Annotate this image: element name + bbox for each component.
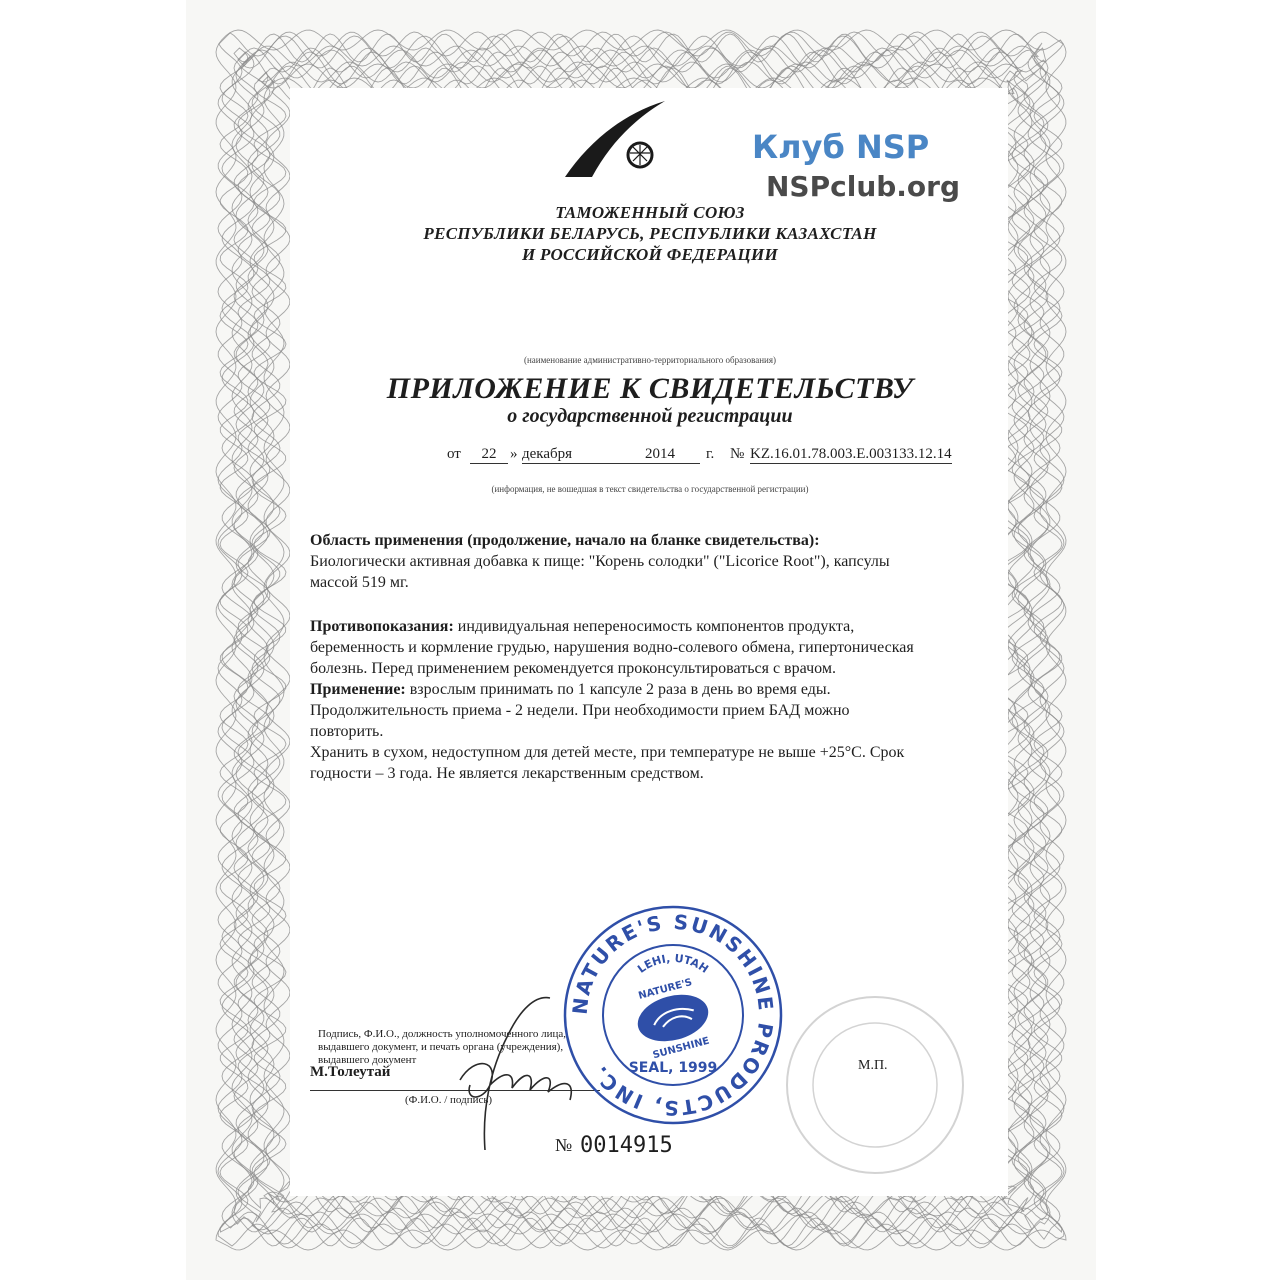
signature-line-caption: (Ф.И.О. / подпись) <box>405 1094 493 1106</box>
signature-caption-3: выдавшего документ <box>318 1054 417 1066</box>
union-line-3: И РОССИЙСКОЙ ФЕДЕРАЦИИ <box>521 245 779 264</box>
usage-label: Применение: <box>310 681 406 698</box>
registration-number-sign: № <box>730 446 745 462</box>
date-day: 22 <box>470 446 508 464</box>
scope-text-2: массой 519 мг. <box>310 574 409 591</box>
document-subtitle: о государственной регистрации <box>507 405 793 427</box>
date-year-suffix: г. <box>706 446 715 462</box>
scope-text-1: Биологически активная добавка к пище: "Корень солодки" ("Licorice Root"), капсулы <box>310 553 890 570</box>
stamp-place-mp: М.П. <box>858 1058 888 1073</box>
watermark-title: Клуб NSP <box>752 128 930 166</box>
usage-text-1: взрослым принимать по 1 капсуле 2 раза в день во время еды. <box>405 681 831 698</box>
union-line-1: ТАМОЖЕННЫЙ СОЮЗ <box>555 203 745 222</box>
svg-text:LEHI, UTAH <box>635 952 711 976</box>
date-month: декабря <box>522 446 620 464</box>
date-quote: » <box>510 446 518 462</box>
usage-text-3: повторить. <box>310 723 384 740</box>
form-number-sign: № <box>555 1135 573 1155</box>
info-caption: (информация, не вошедшая в текст свидетельства о государственной регистрации) <box>491 484 809 494</box>
contraindications-label: Противопоказания: <box>310 618 454 635</box>
company-seal <box>558 900 788 1130</box>
storage-text-1: Хранить в сухом, недоступном для детей месте, при температуре не выше +25°С. Срок <box>310 744 905 761</box>
date-from: от <box>447 446 461 462</box>
seal-year-text: SEAL, 1999 <box>628 1060 718 1076</box>
seal-logo-top: NATURE'S <box>637 977 694 1002</box>
document-title: ПРИЛОЖЕНИЕ К СВИДЕТЕЛЬСТВУ <box>386 372 914 405</box>
admin-caption: (наименование административно-территориального образования) <box>523 355 776 365</box>
signatory-name: М.Толеутай <box>310 1064 391 1080</box>
date-year: 2014 <box>620 446 700 464</box>
storage-text-2: годности – 3 года. Не является лекарственным средством. <box>310 765 704 782</box>
signature-caption-2: выдавшего документ, и печать органа (учреждения), <box>318 1041 564 1053</box>
form-number: 0014915 <box>580 1133 673 1158</box>
certificate-body <box>310 530 1010 784</box>
seal-city-text: LEHI, UTAH <box>635 951 711 976</box>
contraindications-text-1: индивидуальная непереносимость компонентов продукта, <box>453 618 855 635</box>
watermark-url: NSPclub.org <box>766 170 961 203</box>
seal-logo-bottom: SUNSHINE <box>651 1035 711 1062</box>
registration-number: KZ.16.01.78.003.E.003133.12.14 <box>750 446 952 462</box>
contraindications-text-2: беременность и кормление грудью, нарушения водно-солевого обмена, гипертоническая <box>310 639 914 656</box>
union-line-2: РЕСПУБЛИКИ БЕЛАРУСЬ, РЕСПУБЛИКИ КАЗАХСТАН <box>423 224 877 243</box>
signature-caption-1: Подпись, Ф.И.О., должность уполномоченного лица, <box>318 1028 567 1040</box>
customs-union-emblem-icon <box>560 95 670 185</box>
scope-label: Область применения (продолжение, начало на бланке свидетельства): <box>310 532 820 549</box>
seal-outer-text: NATURE'S SUNSHINE PRODUCTS, INC. <box>567 909 779 1121</box>
usage-text-2: Продолжительность приема - 2 недели. При необходимости прием БАД можно <box>310 702 850 719</box>
contraindications-text-3: болезнь. Перед применением рекомендуется проконсультироваться с врачом. <box>310 660 836 677</box>
round-stamp-faint <box>780 990 970 1180</box>
